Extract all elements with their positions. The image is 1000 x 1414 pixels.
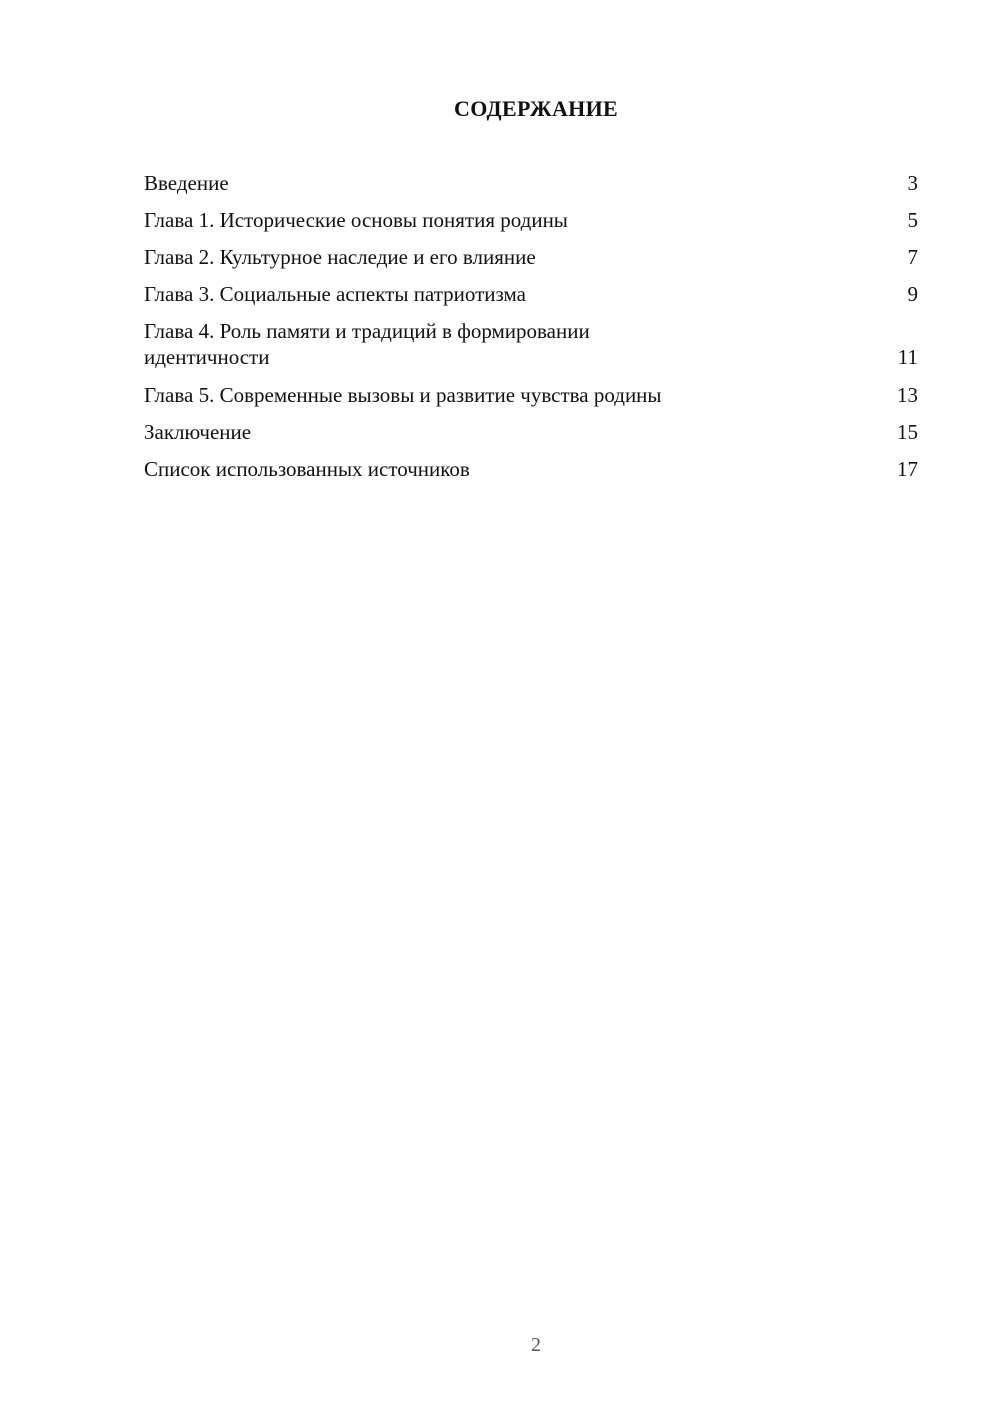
toc-entry-page: 7 bbox=[907, 245, 918, 269]
toc-entry-label: Глава 1. Исторические основы понятия родины bbox=[144, 208, 568, 232]
toc-entry-label: Глава 4. Роль памяти и традиций в формировании идентичности bbox=[144, 319, 590, 369]
page-number: 2 bbox=[531, 1334, 541, 1356]
toc-entry-chapter-4 bbox=[144, 318, 918, 370]
toc-entry-page: 5 bbox=[907, 208, 918, 232]
toc-entry-chapter-1 bbox=[144, 207, 918, 233]
toc-entry-chapter-5 bbox=[144, 382, 918, 408]
page-title: СОДЕРЖАНИЕ bbox=[454, 96, 618, 121]
table-of-contents bbox=[144, 170, 918, 493]
toc-entry-label: Список использованных источников bbox=[144, 457, 470, 481]
toc-entry-introduction bbox=[144, 170, 918, 196]
toc-entry-conclusion bbox=[144, 419, 918, 445]
toc-entry-label: Глава 2. Культурное наследие и его влияние bbox=[144, 245, 536, 269]
toc-entry-references bbox=[144, 456, 918, 482]
toc-entry-label: Глава 3. Социальные аспекты патриотизма bbox=[144, 282, 526, 306]
toc-entry-label: Заключение bbox=[144, 420, 252, 444]
toc-entry-page: 17 bbox=[897, 457, 918, 481]
toc-entry-page: 13 bbox=[897, 383, 918, 407]
toc-entry-page: 15 bbox=[897, 420, 918, 444]
toc-entry-page: 9 bbox=[907, 282, 918, 306]
toc-entry-page: 3 bbox=[907, 171, 918, 195]
toc-entry-label: Глава 5. Современные вызовы и развитие чувства родины bbox=[144, 383, 662, 407]
toc-entry-chapter-3 bbox=[144, 281, 918, 307]
toc-entry-page: 11 bbox=[897, 345, 918, 369]
toc-entry-chapter-2 bbox=[144, 244, 918, 270]
toc-entry-label: Введение bbox=[144, 171, 229, 195]
